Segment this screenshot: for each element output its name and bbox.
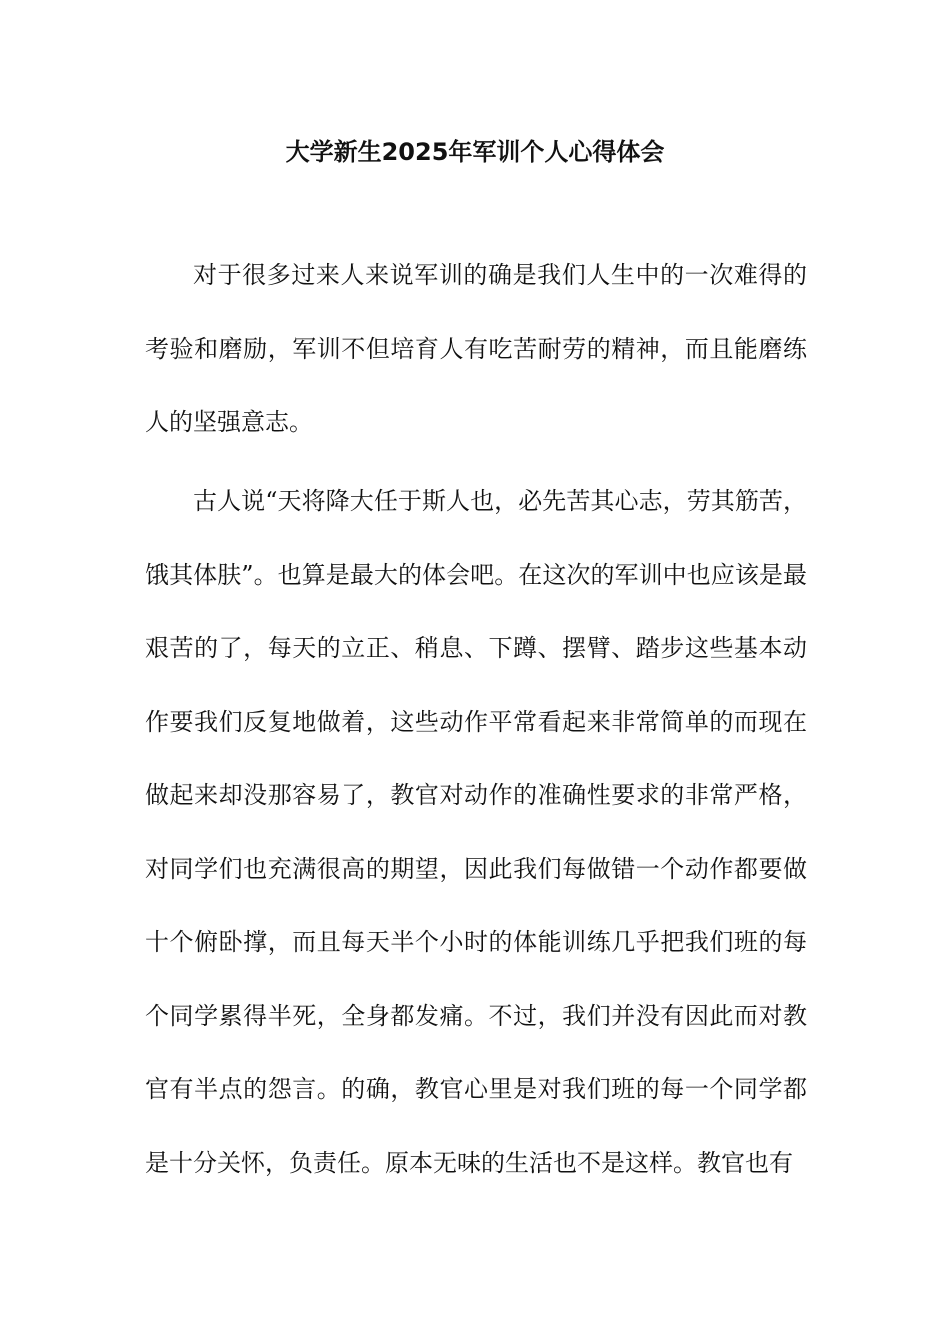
document-title: 大学新生2025年军训个人心得体会 bbox=[285, 138, 665, 166]
paragraph-2: 古人说“天将降大任于斯人也，必先苦其心志，劳其筋苦，饿其体肤”。也算是最大的体会吧。在这次的军训中也应该是最艰苦的了，每天的立正、稍息、下蹲、摆臂、踏步这些基本动作要我们反复地做着，这些动作平常看起来非常简单的而现在做起来却没那容易了，教官对动作的准确性要求的非常严格，对同学们也充满很高的期望，因此我们每做错一个动作都要做十个俯卧撑，而且每天半个小时的体能训练几乎把我们班的每个同学累得半死，全身都发痛。不过，我们并没有因此而对教官有半点的怨言。的确，教官心里是对我们班的每一个同学都是十分关怀，负责任。原本无味的生活也不是这样。教官也有 bbox=[145, 487, 807, 1177]
paragraph-1: 对于很多过来人来说军训的确是我们人生中的一次难得的考验和磨励，军训不但培育人有吃苦耐劳的精神，而且能磨练人的坚强意志。 bbox=[145, 261, 807, 436]
